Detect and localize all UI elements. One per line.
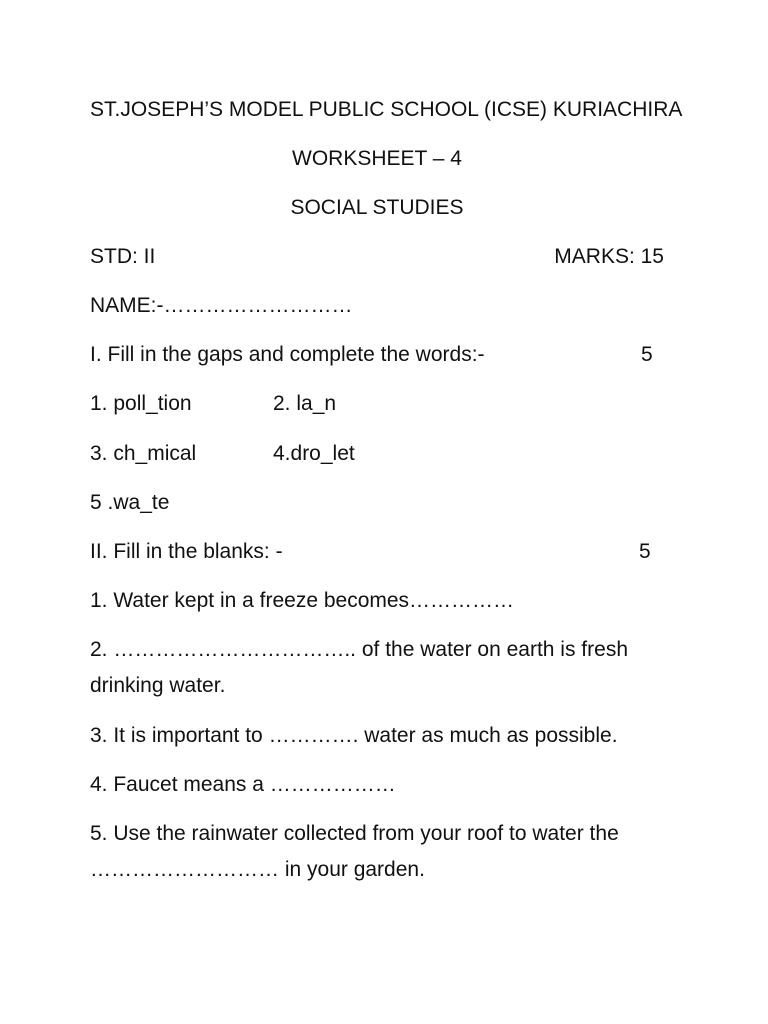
- name-field: NAME:-………………………: [90, 294, 353, 317]
- section1-title: I. Fill in the gaps and complete the words:-: [90, 343, 485, 366]
- section2-marks: 5: [639, 540, 651, 563]
- marks-label: MARKS: 15: [554, 245, 664, 268]
- section2-item: 3. It is important to …………. water as much as possible.: [90, 724, 618, 747]
- section1-item: 2. la_n: [273, 392, 337, 415]
- section1-item: 1. poll_tion: [90, 392, 192, 415]
- section1-item: 3. ch_mical: [90, 442, 197, 465]
- subject-title: SOCIAL STUDIES: [290, 196, 464, 219]
- section2-title: II. Fill in the blanks: -: [90, 540, 283, 563]
- section1-item: 5 .wa_te: [90, 491, 170, 514]
- section1-marks: 5: [641, 343, 653, 366]
- worksheet-title: WORKSHEET – 4: [292, 147, 462, 170]
- section1-item: 4.dro_let: [273, 442, 355, 465]
- section2-item: 2. …………………………….. of the water on earth is fresh drinking water.: [90, 638, 628, 697]
- std-label: STD: II: [90, 245, 156, 268]
- school-name: ST.JOSEPH’S MODEL PUBLIC SCHOOL (ICSE) KURIACHIRA: [90, 98, 683, 121]
- section2-item: 4. Faucet means a ………………: [90, 773, 396, 796]
- section2-item: 1. Water kept in a freeze becomes……………: [90, 589, 515, 612]
- section2-item: 5. Use the rainwater collected from your roof to water the ……………………… in your garden.: [90, 822, 619, 881]
